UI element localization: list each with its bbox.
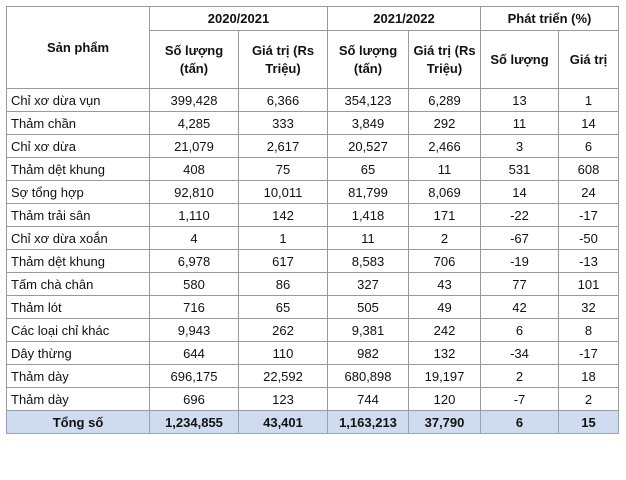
table-row xyxy=(7,273,619,296)
value-2022-cell: 706 xyxy=(409,250,481,273)
quantity-2021-cell: 696,175 xyxy=(150,365,239,388)
value-2021-cell: 6,366 xyxy=(239,89,328,112)
growth-quantity-cell: 77 xyxy=(481,273,559,296)
quantity-2022-cell: 65 xyxy=(328,158,409,181)
table-row xyxy=(7,89,619,112)
growth-value-cell: -17 xyxy=(559,342,619,365)
growth-value-cell: 18 xyxy=(559,365,619,388)
quantity-2021-cell: 4,285 xyxy=(150,112,239,135)
total-quantity-2022: 1,163,213 xyxy=(328,411,409,434)
value-2021-cell: 617 xyxy=(239,250,328,273)
product-cell: Thảm dệt khung xyxy=(7,158,150,181)
product-cell: Thảm lót xyxy=(7,296,150,319)
quantity-2022-cell: 680,898 xyxy=(328,365,409,388)
growth-quantity-cell: 14 xyxy=(481,181,559,204)
product-cell: Các loại chỉ khác xyxy=(7,319,150,342)
growth-value-cell: -50 xyxy=(559,227,619,250)
quantity-2022-cell: 81,799 xyxy=(328,181,409,204)
growth-quantity-cell: -19 xyxy=(481,250,559,273)
table-row xyxy=(7,112,619,135)
product-cell: Chỉ xơ dừa vụn xyxy=(7,89,150,112)
table-row xyxy=(7,204,619,227)
product-cell: Thảm dày xyxy=(7,365,150,388)
value-2021-cell: 75 xyxy=(239,158,328,181)
quantity-2022-cell: 8,583 xyxy=(328,250,409,273)
value-2022-cell: 2 xyxy=(409,227,481,250)
growth-value-cell: 2 xyxy=(559,388,619,411)
table-row xyxy=(7,365,619,388)
product-cell: Sợ tổng hợp xyxy=(7,181,150,204)
table-container xyxy=(6,6,619,434)
growth-quantity-cell: 6 xyxy=(481,319,559,342)
table-row xyxy=(7,250,619,273)
growth-quantity-cell: -22 xyxy=(481,204,559,227)
growth-quantity-cell: 3 xyxy=(481,135,559,158)
growth-value-cell: -13 xyxy=(559,250,619,273)
value-2022-cell: 242 xyxy=(409,319,481,342)
value-2022-cell: 6,289 xyxy=(409,89,481,112)
product-cell: Thảm trải sân xyxy=(7,204,150,227)
value-2022-cell: 171 xyxy=(409,204,481,227)
value-2021-cell: 65 xyxy=(239,296,328,319)
growth-value-cell: 101 xyxy=(559,273,619,296)
value-2022-cell: 49 xyxy=(409,296,481,319)
header-quantity-2: Số lượng (tấn) xyxy=(328,31,409,89)
export-table xyxy=(6,6,619,434)
quantity-2022-cell: 1,418 xyxy=(328,204,409,227)
value-2021-cell: 262 xyxy=(239,319,328,342)
product-cell: Thảm dày xyxy=(7,388,150,411)
value-2022-cell: 292 xyxy=(409,112,481,135)
value-2022-cell: 19,197 xyxy=(409,365,481,388)
table-row xyxy=(7,181,619,204)
header-value-1: Giá trị (Rs Triệu) xyxy=(239,31,328,89)
total-growth-value: 15 xyxy=(559,411,619,434)
growth-quantity-cell: 13 xyxy=(481,89,559,112)
growth-quantity-cell: -7 xyxy=(481,388,559,411)
table-row xyxy=(7,227,619,250)
value-2022-cell: 43 xyxy=(409,273,481,296)
total-value-2022: 37,790 xyxy=(409,411,481,434)
growth-value-cell: 1 xyxy=(559,89,619,112)
quantity-2021-cell: 696 xyxy=(150,388,239,411)
product-cell: Tấm chà chân xyxy=(7,273,150,296)
quantity-2022-cell: 327 xyxy=(328,273,409,296)
header-quantity-1: Số lượng (tấn) xyxy=(150,31,239,89)
header-value-2: Giá trị (Rs Triệu) xyxy=(409,31,481,89)
value-2021-cell: 123 xyxy=(239,388,328,411)
quantity-2021-cell: 6,978 xyxy=(150,250,239,273)
quantity-2021-cell: 716 xyxy=(150,296,239,319)
header-period-2021-2022: 2021/2022 xyxy=(328,7,481,31)
value-2022-cell: 2,466 xyxy=(409,135,481,158)
quantity-2021-cell: 580 xyxy=(150,273,239,296)
growth-quantity-cell: -67 xyxy=(481,227,559,250)
total-value-2021: 43,401 xyxy=(239,411,328,434)
quantity-2021-cell: 399,428 xyxy=(150,89,239,112)
value-2021-cell: 2,617 xyxy=(239,135,328,158)
quantity-2021-cell: 92,810 xyxy=(150,181,239,204)
total-label: Tổng số xyxy=(7,411,150,434)
quantity-2021-cell: 9,943 xyxy=(150,319,239,342)
quantity-2022-cell: 982 xyxy=(328,342,409,365)
header-period-2020-2021: 2020/2021 xyxy=(150,7,328,31)
header-product: Sản phẩm xyxy=(7,7,150,89)
value-2021-cell: 142 xyxy=(239,204,328,227)
value-2021-cell: 10,011 xyxy=(239,181,328,204)
growth-quantity-cell: 42 xyxy=(481,296,559,319)
quantity-2021-cell: 21,079 xyxy=(150,135,239,158)
quantity-2022-cell: 11 xyxy=(328,227,409,250)
header-growth-value: Giá trị xyxy=(559,31,619,89)
quantity-2022-cell: 9,381 xyxy=(328,319,409,342)
product-cell: Chỉ xơ dừa xoắn xyxy=(7,227,150,250)
product-cell: Dây thừng xyxy=(7,342,150,365)
growth-quantity-cell: -34 xyxy=(481,342,559,365)
value-2022-cell: 8,069 xyxy=(409,181,481,204)
value-2021-cell: 86 xyxy=(239,273,328,296)
growth-value-cell: 608 xyxy=(559,158,619,181)
table-row xyxy=(7,319,619,342)
header-growth-quantity: Số lượng xyxy=(481,31,559,89)
table-row xyxy=(7,158,619,181)
quantity-2022-cell: 20,527 xyxy=(328,135,409,158)
growth-value-cell: -17 xyxy=(559,204,619,227)
growth-quantity-cell: 11 xyxy=(481,112,559,135)
value-2021-cell: 1 xyxy=(239,227,328,250)
product-cell: Thảm chần xyxy=(7,112,150,135)
table-row xyxy=(7,296,619,319)
quantity-2021-cell: 4 xyxy=(150,227,239,250)
quantity-2022-cell: 505 xyxy=(328,296,409,319)
growth-quantity-cell: 2 xyxy=(481,365,559,388)
quantity-2021-cell: 1,110 xyxy=(150,204,239,227)
growth-value-cell: 6 xyxy=(559,135,619,158)
product-cell: Thảm dệt khung xyxy=(7,250,150,273)
quantity-2022-cell: 744 xyxy=(328,388,409,411)
quantity-2022-cell: 354,123 xyxy=(328,89,409,112)
total-quantity-2021: 1,234,855 xyxy=(150,411,239,434)
total-row xyxy=(7,411,619,434)
growth-value-cell: 32 xyxy=(559,296,619,319)
growth-value-cell: 8 xyxy=(559,319,619,342)
value-2021-cell: 22,592 xyxy=(239,365,328,388)
growth-quantity-cell: 531 xyxy=(481,158,559,181)
value-2022-cell: 11 xyxy=(409,158,481,181)
quantity-2021-cell: 408 xyxy=(150,158,239,181)
product-cell: Chỉ xơ dừa xyxy=(7,135,150,158)
value-2022-cell: 120 xyxy=(409,388,481,411)
value-2022-cell: 132 xyxy=(409,342,481,365)
value-2021-cell: 110 xyxy=(239,342,328,365)
table-row xyxy=(7,388,619,411)
value-2021-cell: 333 xyxy=(239,112,328,135)
growth-value-cell: 14 xyxy=(559,112,619,135)
total-growth-quantity: 6 xyxy=(481,411,559,434)
quantity-2021-cell: 644 xyxy=(150,342,239,365)
table-row xyxy=(7,342,619,365)
table-row xyxy=(7,135,619,158)
quantity-2022-cell: 3,849 xyxy=(328,112,409,135)
header-growth: Phát triển (%) xyxy=(481,7,619,31)
growth-value-cell: 24 xyxy=(559,181,619,204)
